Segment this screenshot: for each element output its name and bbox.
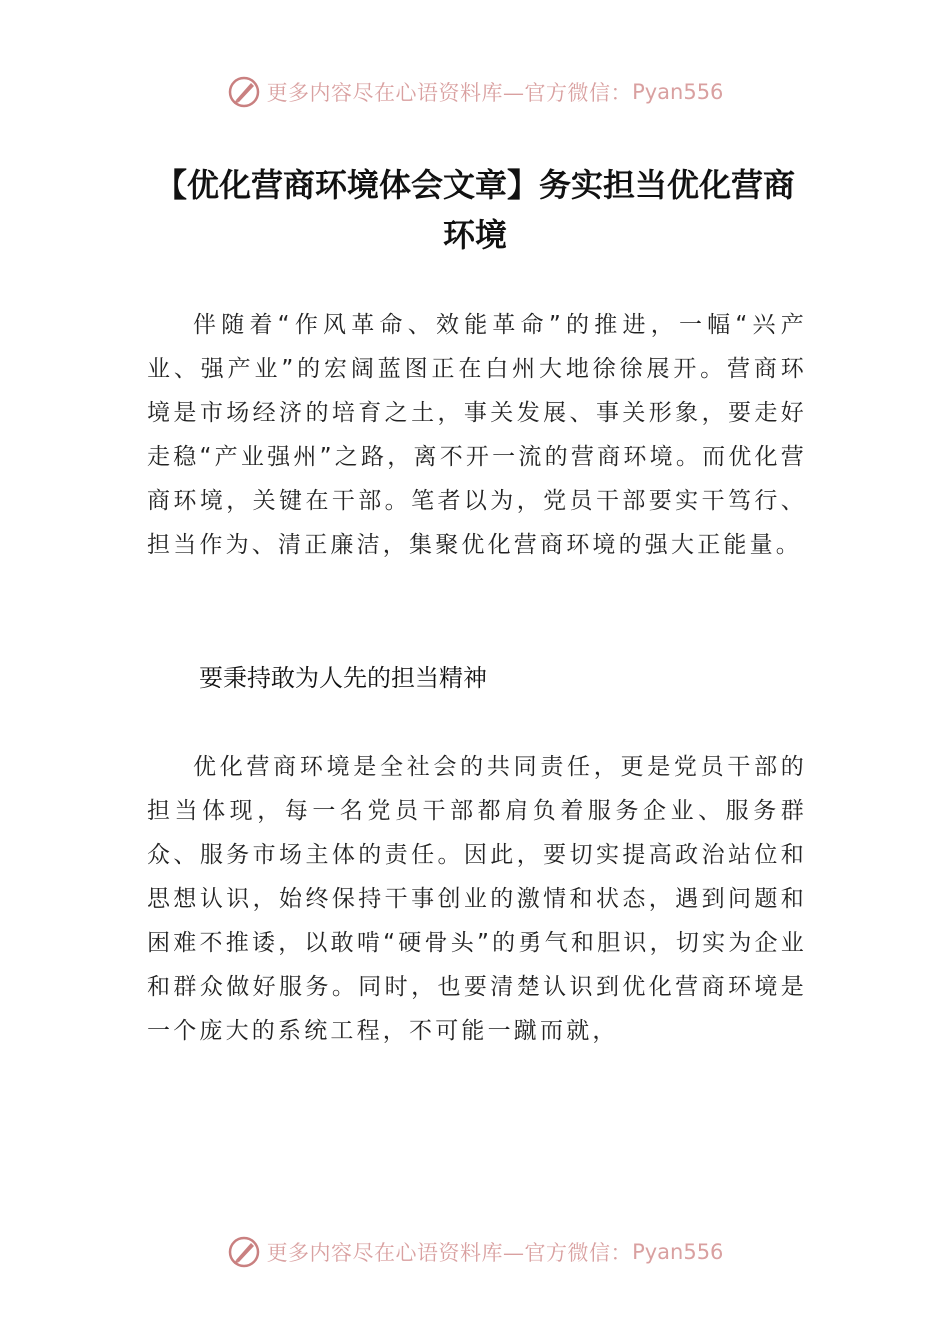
article-title: 【优化营商环境体会文章】务实担当优化营商环境 [154,166,795,254]
footer-watermark [0,1232,950,1272]
article-paragraph-2: 优化营商环境是全社会的共同责任，更是党员干部的担当体现，每一名党员干部都肩负着服务企业、服务群众、服务市场主体的责任。因此，要切实提高政治站位和思想认识，始终保持干事创业的激情和状态，遇到问题和困难不推诿，以敢啃“硬骨头”的勇气和胆识，切实为企业和群众做好服务。同时，也要清楚认识到优化营商环境是一个庞大的系统工程，不可能一蹴而就， [147,754,807,1044]
watermark-text: 更多内容尽在心语资料库—官方微信： [266,1241,633,1265]
section-heading: 要秉持敢为人先的担当精神 [199,664,487,692]
article-paragraph-1: 伴随着“作风革命、效能革命”的推进，一幅“兴产业、强产业”的宏阔蓝图正在白州大地徐徐展开。营商环境是市场经济的培育之土，事关发展、事关形象，要走好走稳“产业强州”之路，离不开一流的营商环境。而优化营商环境，关键在干部。笔者以为，党员干部要实干笃行、担当作为、清正廉洁，集聚优化营商环境的强大正能量。 [147,312,807,558]
watermark-wechat-id: Pyan556 [632,80,724,104]
watermark-text: 更多内容尽在心语资料库—官方微信： [266,81,633,105]
header-watermark [0,72,950,112]
quill-pen-logo-icon [227,75,261,109]
quill-pen-logo-icon [227,1235,261,1269]
watermark-wechat-id: Pyan556 [632,1240,724,1264]
